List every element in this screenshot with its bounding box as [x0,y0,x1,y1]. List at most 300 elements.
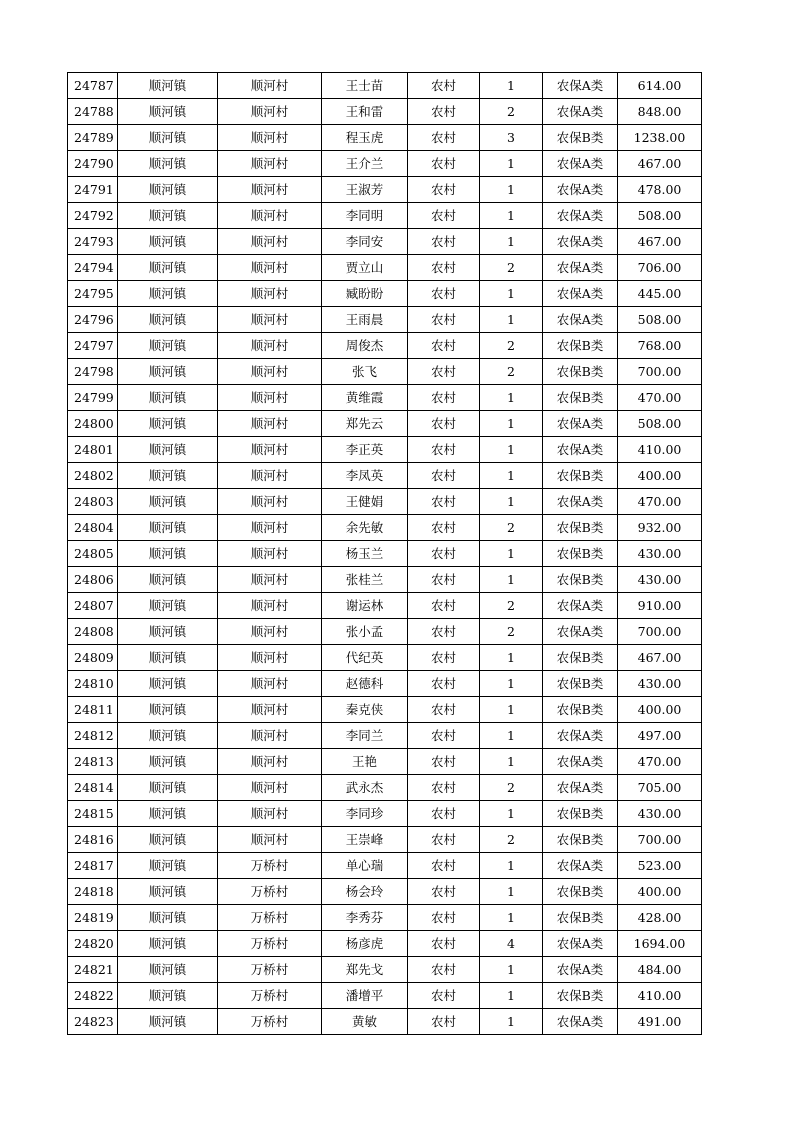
village-cell: 顺河村 [218,671,322,697]
town-cell: 顺河镇 [118,983,218,1009]
insurance-category-cell: 农保B类 [543,697,618,723]
person-name-cell: 黄维霞 [322,385,408,411]
household-count-cell: 1 [480,463,543,489]
town-cell: 顺河镇 [118,749,218,775]
insurance-category-cell: 农保A类 [543,99,618,125]
person-name-cell: 贾立山 [322,255,408,281]
village-cell: 顺河村 [218,229,322,255]
town-cell: 顺河镇 [118,723,218,749]
record-id-cell: 24788 [68,99,118,125]
residence-type-cell: 农村 [408,177,480,203]
amount-cell: 932.00 [618,515,702,541]
amount-cell: 467.00 [618,645,702,671]
household-count-cell: 2 [480,333,543,359]
town-cell: 顺河镇 [118,593,218,619]
village-cell: 万桥村 [218,983,322,1009]
insurance-category-cell: 农保A类 [543,957,618,983]
residence-type-cell: 农村 [408,99,480,125]
insurance-category-cell: 农保A类 [543,853,618,879]
village-cell: 万桥村 [218,931,322,957]
record-id-cell: 24793 [68,229,118,255]
insurance-category-cell: 农保B类 [543,463,618,489]
record-id-cell: 24806 [68,567,118,593]
amount-cell: 523.00 [618,853,702,879]
record-id-cell: 24787 [68,73,118,99]
table-row [68,359,702,385]
person-name-cell: 王和雷 [322,99,408,125]
table-row [68,879,702,905]
insurance-category-cell: 农保B类 [543,801,618,827]
record-id-cell: 24802 [68,463,118,489]
town-cell: 顺河镇 [118,151,218,177]
table-row [68,671,702,697]
residence-type-cell: 农村 [408,619,480,645]
insurance-category-cell: 农保A类 [543,749,618,775]
amount-cell: 445.00 [618,281,702,307]
record-id-cell: 24803 [68,489,118,515]
table-row [68,125,702,151]
village-cell: 顺河村 [218,333,322,359]
village-cell: 顺河村 [218,203,322,229]
person-name-cell: 李同明 [322,203,408,229]
insurance-category-cell: 农保A类 [543,775,618,801]
residence-type-cell: 农村 [408,879,480,905]
amount-cell: 400.00 [618,697,702,723]
table-row [68,203,702,229]
town-cell: 顺河镇 [118,463,218,489]
person-name-cell: 单心瑞 [322,853,408,879]
village-cell: 顺河村 [218,619,322,645]
table-row [68,619,702,645]
amount-cell: 428.00 [618,905,702,931]
residence-type-cell: 农村 [408,853,480,879]
amount-cell: 768.00 [618,333,702,359]
person-name-cell: 王淑芳 [322,177,408,203]
residence-type-cell: 农村 [408,775,480,801]
household-count-cell: 1 [480,957,543,983]
village-cell: 顺河村 [218,515,322,541]
table-row [68,463,702,489]
record-id-cell: 24812 [68,723,118,749]
village-cell: 顺河村 [218,463,322,489]
table-row [68,515,702,541]
town-cell: 顺河镇 [118,645,218,671]
household-count-cell: 1 [480,1009,543,1035]
insurance-category-cell: 农保B类 [543,385,618,411]
record-id-cell: 24801 [68,437,118,463]
insurance-category-cell: 农保B类 [543,879,618,905]
town-cell: 顺河镇 [118,931,218,957]
village-cell: 顺河村 [218,697,322,723]
household-count-cell: 1 [480,853,543,879]
record-id-cell: 24821 [68,957,118,983]
record-id-cell: 24822 [68,983,118,1009]
residence-type-cell: 农村 [408,593,480,619]
table-row [68,307,702,333]
village-cell: 顺河村 [218,801,322,827]
village-cell: 顺河村 [218,385,322,411]
residence-type-cell: 农村 [408,515,480,541]
household-count-cell: 4 [480,931,543,957]
record-id-cell: 24820 [68,931,118,957]
table-row [68,931,702,957]
amount-cell: 430.00 [618,541,702,567]
household-count-cell: 1 [480,645,543,671]
village-cell: 顺河村 [218,411,322,437]
town-cell: 顺河镇 [118,307,218,333]
insurance-category-cell: 农保A类 [543,723,618,749]
residence-type-cell: 农村 [408,359,480,385]
table-row [68,177,702,203]
village-cell: 顺河村 [218,775,322,801]
village-cell: 顺河村 [218,489,322,515]
record-id-cell: 24799 [68,385,118,411]
record-id-cell: 24818 [68,879,118,905]
table-row [68,749,702,775]
residence-type-cell: 农村 [408,567,480,593]
table-row [68,255,702,281]
household-count-cell: 1 [480,541,543,567]
table-row [68,99,702,125]
household-count-cell: 1 [480,229,543,255]
record-id-cell: 24816 [68,827,118,853]
record-id-cell: 24807 [68,593,118,619]
record-id-cell: 24809 [68,645,118,671]
residence-type-cell: 农村 [408,385,480,411]
village-cell: 顺河村 [218,73,322,99]
table-row [68,541,702,567]
record-id-cell: 24815 [68,801,118,827]
person-name-cell: 杨彦虎 [322,931,408,957]
insurance-category-cell: 农保A类 [543,229,618,255]
amount-cell: 430.00 [618,567,702,593]
household-count-cell: 1 [480,749,543,775]
town-cell: 顺河镇 [118,125,218,151]
household-count-cell: 1 [480,151,543,177]
person-name-cell: 余先敏 [322,515,408,541]
person-name-cell: 王艳 [322,749,408,775]
household-count-cell: 1 [480,307,543,333]
village-cell: 顺河村 [218,567,322,593]
village-cell: 顺河村 [218,359,322,385]
table-row [68,801,702,827]
residence-type-cell: 农村 [408,931,480,957]
village-cell: 顺河村 [218,827,322,853]
residence-type-cell: 农村 [408,463,480,489]
residence-type-cell: 农村 [408,983,480,1009]
household-count-cell: 1 [480,437,543,463]
residence-type-cell: 农村 [408,1009,480,1035]
person-name-cell: 李同安 [322,229,408,255]
residence-type-cell: 农村 [408,827,480,853]
amount-cell: 470.00 [618,749,702,775]
table-row [68,333,702,359]
town-cell: 顺河镇 [118,489,218,515]
amount-cell: 848.00 [618,99,702,125]
amount-cell: 467.00 [618,229,702,255]
household-count-cell: 2 [480,593,543,619]
insurance-category-cell: 农保A类 [543,255,618,281]
residence-type-cell: 农村 [408,411,480,437]
amount-cell: 410.00 [618,437,702,463]
residence-type-cell: 农村 [408,281,480,307]
person-name-cell: 杨玉兰 [322,541,408,567]
insurance-category-cell: 农保A类 [543,203,618,229]
town-cell: 顺河镇 [118,73,218,99]
insurance-category-cell: 农保A类 [543,489,618,515]
household-count-cell: 1 [480,411,543,437]
residence-type-cell: 农村 [408,749,480,775]
person-name-cell: 王介兰 [322,151,408,177]
insurance-category-cell: 农保A类 [543,411,618,437]
village-cell: 顺河村 [218,99,322,125]
household-count-cell: 1 [480,983,543,1009]
insurance-category-cell: 农保B类 [543,905,618,931]
town-cell: 顺河镇 [118,827,218,853]
residence-type-cell: 农村 [408,905,480,931]
town-cell: 顺河镇 [118,801,218,827]
table-row [68,73,702,99]
amount-cell: 484.00 [618,957,702,983]
amount-cell: 910.00 [618,593,702,619]
village-cell: 顺河村 [218,151,322,177]
residence-type-cell: 农村 [408,957,480,983]
person-name-cell: 王健娟 [322,489,408,515]
household-count-cell: 1 [480,567,543,593]
table-row [68,437,702,463]
village-cell: 万桥村 [218,1009,322,1035]
person-name-cell: 张小孟 [322,619,408,645]
amount-cell: 508.00 [618,411,702,437]
household-count-cell: 1 [480,489,543,515]
person-name-cell: 程玉虎 [322,125,408,151]
household-count-cell: 2 [480,827,543,853]
table-row [68,593,702,619]
person-name-cell: 黄敏 [322,1009,408,1035]
person-name-cell: 臧盼盼 [322,281,408,307]
amount-cell: 700.00 [618,827,702,853]
household-count-cell: 3 [480,125,543,151]
person-name-cell: 周俊杰 [322,333,408,359]
insurance-category-cell: 农保A类 [543,281,618,307]
residence-type-cell: 农村 [408,203,480,229]
table-row [68,1009,702,1035]
amount-cell: 700.00 [618,359,702,385]
record-id-cell: 24796 [68,307,118,333]
residence-type-cell: 农村 [408,801,480,827]
amount-cell: 706.00 [618,255,702,281]
town-cell: 顺河镇 [118,203,218,229]
table-row [68,489,702,515]
household-count-cell: 2 [480,775,543,801]
insurance-category-cell: 农保A类 [543,1009,618,1035]
village-cell: 万桥村 [218,905,322,931]
residence-type-cell: 农村 [408,151,480,177]
residence-type-cell: 农村 [408,697,480,723]
household-count-cell: 2 [480,619,543,645]
residence-type-cell: 农村 [408,437,480,463]
village-cell: 顺河村 [218,723,322,749]
person-name-cell: 李同兰 [322,723,408,749]
record-id-cell: 24804 [68,515,118,541]
residence-type-cell: 农村 [408,541,480,567]
town-cell: 顺河镇 [118,255,218,281]
insurance-category-cell: 农保A类 [543,73,618,99]
table-row [68,775,702,801]
person-name-cell: 张飞 [322,359,408,385]
table-row [68,723,702,749]
person-name-cell: 张桂兰 [322,567,408,593]
residence-type-cell: 农村 [408,489,480,515]
person-name-cell: 潘增平 [322,983,408,1009]
insurance-category-cell: 农保A类 [543,307,618,333]
town-cell: 顺河镇 [118,619,218,645]
table-body [68,73,702,1035]
household-count-cell: 1 [480,879,543,905]
person-name-cell: 李正英 [322,437,408,463]
record-id-cell: 24792 [68,203,118,229]
residence-type-cell: 农村 [408,73,480,99]
table-row [68,983,702,1009]
insurance-category-cell: 农保B类 [543,827,618,853]
insurance-category-cell: 农保B类 [543,333,618,359]
insurance-category-cell: 农保A类 [543,437,618,463]
village-cell: 顺河村 [218,749,322,775]
household-count-cell: 1 [480,177,543,203]
table-row [68,281,702,307]
village-cell: 万桥村 [218,957,322,983]
residence-type-cell: 农村 [408,333,480,359]
town-cell: 顺河镇 [118,879,218,905]
amount-cell: 1238.00 [618,125,702,151]
amount-cell: 470.00 [618,385,702,411]
insurance-category-cell: 农保A类 [543,151,618,177]
amount-cell: 467.00 [618,151,702,177]
household-count-cell: 2 [480,255,543,281]
table-row [68,385,702,411]
amount-cell: 705.00 [618,775,702,801]
person-name-cell: 王士苗 [322,73,408,99]
insurance-category-cell: 农保A类 [543,931,618,957]
amount-cell: 614.00 [618,73,702,99]
person-name-cell: 武永杰 [322,775,408,801]
record-id-cell: 24808 [68,619,118,645]
town-cell: 顺河镇 [118,385,218,411]
record-id-cell: 24823 [68,1009,118,1035]
insurance-category-cell: 农保B类 [543,125,618,151]
person-name-cell: 郑先戈 [322,957,408,983]
town-cell: 顺河镇 [118,957,218,983]
insurance-category-cell: 农保B类 [543,671,618,697]
residence-type-cell: 农村 [408,645,480,671]
amount-cell: 491.00 [618,1009,702,1035]
household-count-cell: 1 [480,801,543,827]
town-cell: 顺河镇 [118,411,218,437]
village-cell: 顺河村 [218,437,322,463]
household-count-cell: 2 [480,515,543,541]
person-name-cell: 赵德科 [322,671,408,697]
person-name-cell: 秦克侠 [322,697,408,723]
household-count-cell: 1 [480,281,543,307]
town-cell: 顺河镇 [118,281,218,307]
records-table [67,72,702,1035]
residence-type-cell: 农村 [408,723,480,749]
household-count-cell: 1 [480,203,543,229]
table-row [68,645,702,671]
village-cell: 顺河村 [218,255,322,281]
town-cell: 顺河镇 [118,359,218,385]
person-name-cell: 李秀芬 [322,905,408,931]
record-id-cell: 24800 [68,411,118,437]
record-id-cell: 24814 [68,775,118,801]
record-id-cell: 24810 [68,671,118,697]
record-id-cell: 24813 [68,749,118,775]
household-count-cell: 1 [480,697,543,723]
insurance-category-cell: 农保B类 [543,983,618,1009]
table-row [68,957,702,983]
residence-type-cell: 农村 [408,671,480,697]
village-cell: 顺河村 [218,307,322,333]
insurance-category-cell: 农保A类 [543,177,618,203]
town-cell: 顺河镇 [118,229,218,255]
residence-type-cell: 农村 [408,255,480,281]
town-cell: 顺河镇 [118,567,218,593]
household-count-cell: 1 [480,73,543,99]
town-cell: 顺河镇 [118,437,218,463]
person-name-cell: 杨会玲 [322,879,408,905]
person-name-cell: 李同珍 [322,801,408,827]
town-cell: 顺河镇 [118,541,218,567]
person-name-cell: 王崇峰 [322,827,408,853]
amount-cell: 478.00 [618,177,702,203]
record-id-cell: 24789 [68,125,118,151]
town-cell: 顺河镇 [118,671,218,697]
amount-cell: 470.00 [618,489,702,515]
table-row [68,229,702,255]
insurance-category-cell: 农保A类 [543,593,618,619]
amount-cell: 400.00 [618,463,702,489]
person-name-cell: 谢运林 [322,593,408,619]
record-id-cell: 24798 [68,359,118,385]
amount-cell: 410.00 [618,983,702,1009]
insurance-category-cell: 农保B类 [543,515,618,541]
town-cell: 顺河镇 [118,99,218,125]
town-cell: 顺河镇 [118,515,218,541]
town-cell: 顺河镇 [118,1009,218,1035]
amount-cell: 508.00 [618,203,702,229]
residence-type-cell: 农村 [408,307,480,333]
amount-cell: 700.00 [618,619,702,645]
record-id-cell: 24817 [68,853,118,879]
village-cell: 万桥村 [218,853,322,879]
household-count-cell: 1 [480,905,543,931]
insurance-category-cell: 农保B类 [543,567,618,593]
town-cell: 顺河镇 [118,775,218,801]
village-cell: 万桥村 [218,879,322,905]
household-count-cell: 1 [480,671,543,697]
record-id-cell: 24795 [68,281,118,307]
person-name-cell: 郑先云 [322,411,408,437]
table-row [68,827,702,853]
village-cell: 顺河村 [218,281,322,307]
town-cell: 顺河镇 [118,697,218,723]
insurance-category-cell: 农保B类 [543,359,618,385]
amount-cell: 430.00 [618,801,702,827]
person-name-cell: 王雨晨 [322,307,408,333]
table-row [68,151,702,177]
record-id-cell: 24811 [68,697,118,723]
table-row [68,905,702,931]
